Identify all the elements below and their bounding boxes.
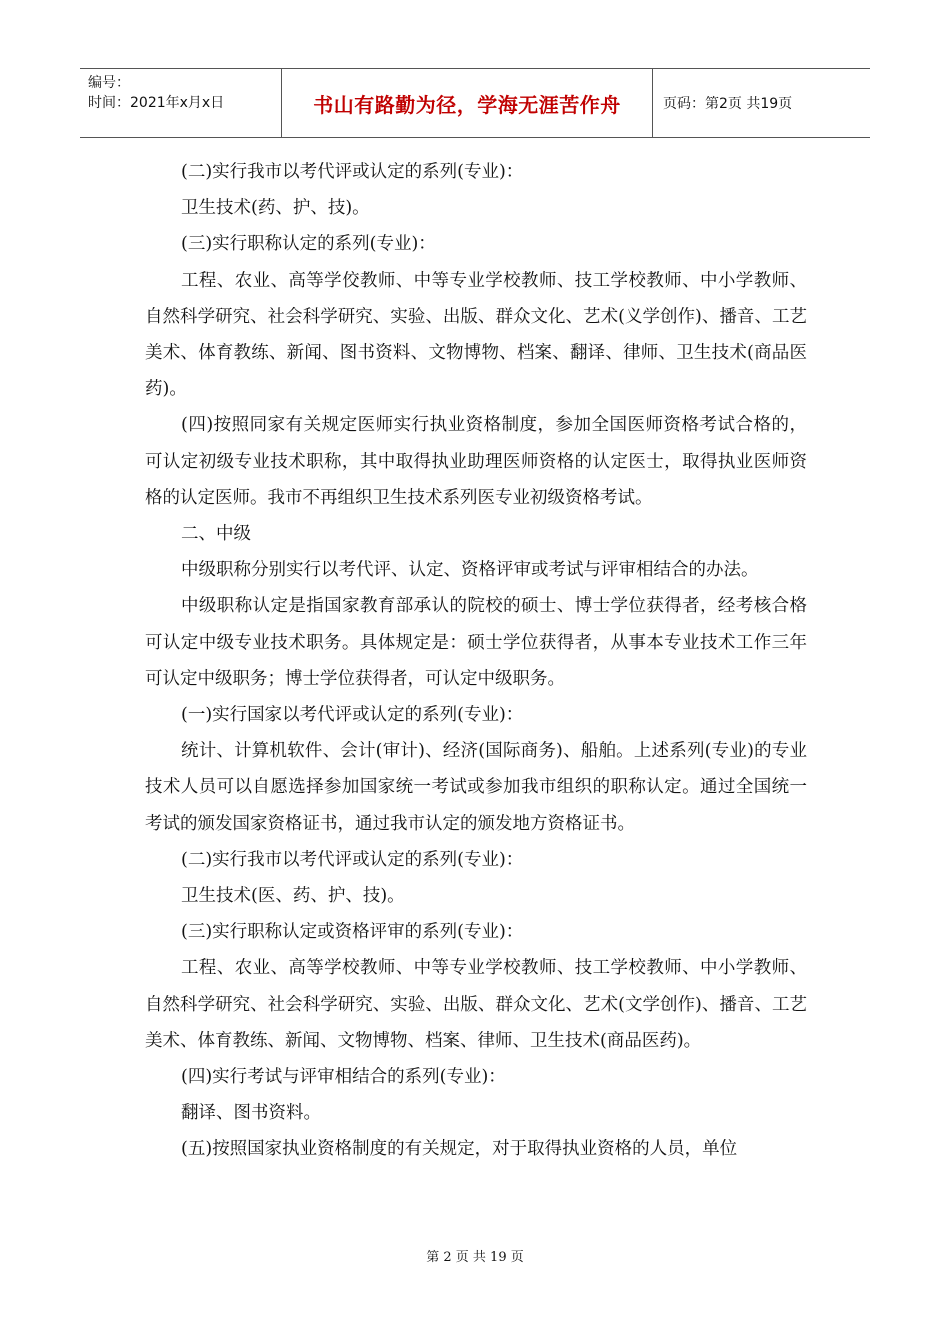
paragraph: 卫生技术(药、护、技)。: [181, 198, 370, 219]
paragraph: (三)实行职称认定或资格评审的系列(专业)：: [181, 922, 524, 943]
paragraph: 中级职称认定是指国家教育部承认的院校的硕士、博士学位获得者，经考核合格可认定中级专业技术职务。具体规定是：硕士学位获得者，从事本专业技术工作三年可认定中级职务；博士学位获得者，可认定中级职务。: [145, 596, 807, 689]
document-number: 编号：: [88, 75, 130, 91]
paragraph: (三)实行职称认定的系列(专业)：: [181, 234, 436, 255]
paragraph: 卫生技术(医、药、护、技)。: [181, 886, 405, 907]
paragraph: 工程、农业、高等学佼教师、中等专业学校教师、技工学校教师、中小学教师、自然科学研究、社会科学研究、实验、出版、群众文化、艺术(义学创作)、播音、工艺美术、体育教练、新闻、图书资料、文物博物、档案、翻译、律师、卫生技术(商品医药)。: [145, 270, 807, 400]
paragraph: (四)按照同家有关规定医师实行执业资格制度，参加全国医师资格考试合格的，可认定初级专业技术职称，其中取得执业助理医师资格的认定医士，取得执业医师资格的认定医师。我市不再组织卫生技术系列医专业初级资格考试。: [145, 415, 807, 508]
header-page-number: 页码：第2页 共19页: [663, 96, 793, 112]
paragraph: 工程、农业、高等学校教师、中等专业学校教师、技工学校教师、中小学教师、自然科学研究、社会科学研究、实验、出版、群众文化、艺术(文学创作)、播音、工艺美术、体育教练、新闻、文物博物、档案、律师、卫生技术(商品医药)。: [145, 958, 807, 1051]
paragraph: 统计、计算机软件、会计(审计)、经济(国际商务)、船舶。上述系列(专业)的专业技术人员可以自愿选择参加国家统一考试或参加我市组织的职称认定。通过全国统一考试的颁发国家资格证书，通过我市认定的颁发地方资格证书。: [145, 741, 807, 834]
page-footer: 第 2 页 共 19 页: [426, 1250, 524, 1265]
paragraph: (四)实行考试与评审相结合的系列(专业)：: [181, 1067, 506, 1088]
section-heading: 二、中级: [181, 524, 251, 545]
document-date: 时间：2021年x月x日: [88, 95, 225, 111]
paragraph: (五)按照国家执业资格制度的有关规定，对于取得执业资格的人员，单位: [181, 1139, 738, 1160]
paragraph: (二)实行我市以考代评或认定的系列(专业)：: [181, 162, 524, 182]
document-body: [145, 154, 807, 1168]
paragraph: (一)实行国家以考代评或认定的系列(专业)：: [181, 705, 524, 726]
paragraph: 翻译、图书资料。: [181, 1103, 321, 1124]
paragraph: (二)实行我市以考代评或认定的系列(专业)：: [181, 849, 524, 870]
page-header: [80, 68, 870, 138]
header-motto: 书山有路勤为径，学海无涯苦作舟: [282, 69, 653, 137]
paragraph: 中级职称分别实行以考代评、认定、资格评审或考试与评审相结合的办法。: [181, 560, 759, 581]
header-meta: [80, 69, 282, 137]
